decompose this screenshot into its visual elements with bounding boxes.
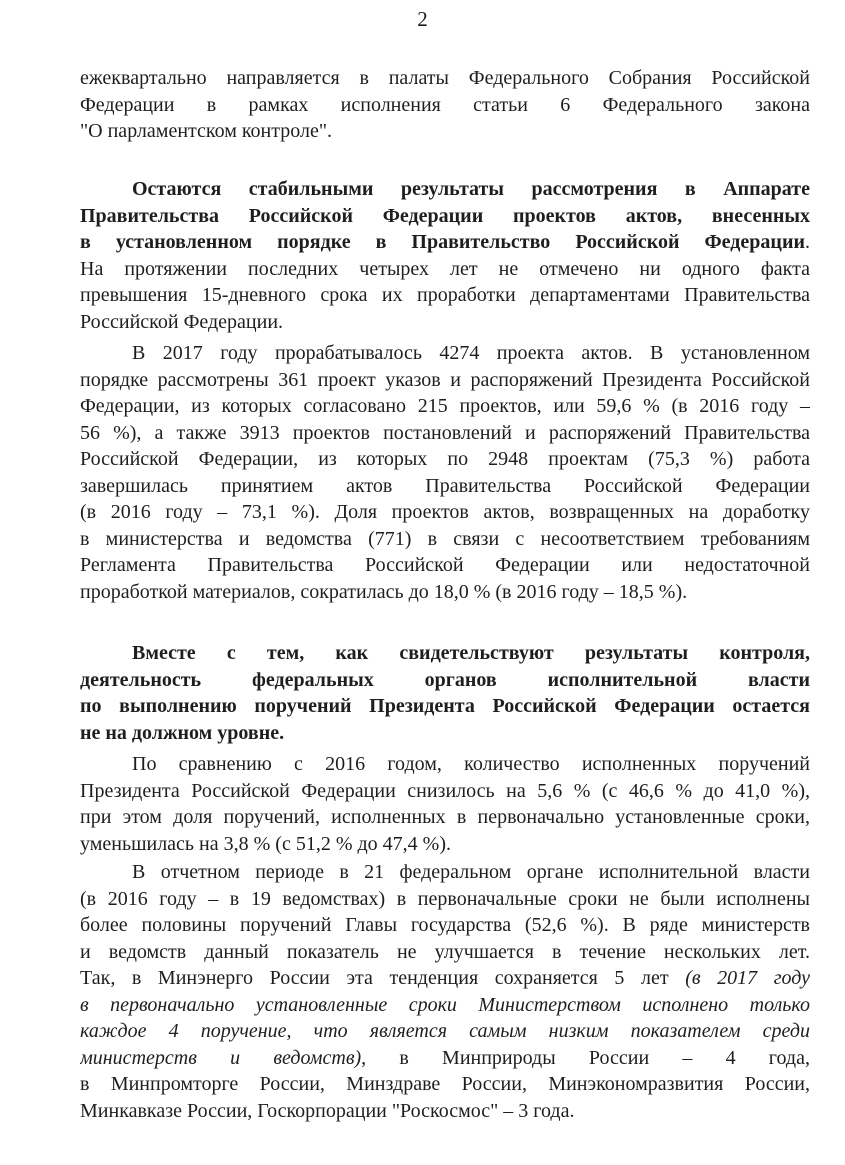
paragraph-2017-acts [80, 340, 810, 605]
text-line: ежеквартально направляется в палаты Федерального Собрания Российской [80, 67, 810, 89]
text-line-bold: Остаются стабильными результаты рассмотрения в Аппарате [132, 178, 810, 200]
text-line [80, 965, 810, 992]
text-line: при этом доля поручений, исполненных в первоначально установленные сроки, [80, 806, 810, 828]
text-line: Российской Федерации. [80, 310, 284, 333]
text-line [80, 229, 810, 256]
text-line-bold: Правительства Российской Федерации проектов актов, внесенных [80, 204, 810, 227]
text-line: По сравнению с 2016 годом, количество исполненных поручений [132, 753, 810, 775]
text-line: "О парламентском контроле". [80, 120, 333, 142]
paragraph-control-results [80, 640, 810, 746]
text-line: (в 2016 году – 73,1 %). Доля проектов актов, возвращенных на доработку [80, 501, 810, 523]
text-line: В отчетном периоде в 21 федеральном органе исполнительной власти [132, 861, 810, 883]
text-line-italic: в первоначально установленные сроки Министерством исполнено только [80, 993, 810, 1016]
text-line: в Минпромторге России, Минздраве России, Минэкономразвития России, [80, 1073, 810, 1095]
paragraph-government-review [80, 176, 810, 335]
text-line: проработкой материалов, сократилась до 18,0 % (в 2016 году – 18,5 %). [80, 580, 688, 603]
text-line [80, 1045, 810, 1072]
italic-text: министерств и ведомств) [80, 1046, 362, 1069]
text-line: превышения 15-дневного срока их проработки департаментами Правительства [80, 284, 810, 306]
text-line: в министерства и ведомства (771) в связи с несоответствием требованиям [80, 527, 810, 550]
text-fragment: , в Минприроды России – 4 года, [361, 1046, 810, 1069]
text-line: завершилась принятием актов Правительства Российской Федерации [80, 474, 810, 497]
text-line: На протяжении последних четырех лет не отмечено ни одного факта [80, 257, 810, 280]
text-line-bold: по выполнению поручений Президента Российской Федерации остается [80, 695, 810, 717]
text-line: Федерации, из которых согласовано 215 проектов, или 59,6 % (в 2016 году – [80, 395, 810, 417]
bold-text: в установленном порядке в Правительство Российской Федерации [80, 231, 805, 253]
text-line-bold: Вместе с тем, как свидетельствуют результаты контроля, [132, 642, 810, 664]
text-line-bold: не на должном уровне. [80, 721, 285, 744]
text-line: 56 %), а также 3913 проектов постановлений и распоряжений Правительства [80, 421, 810, 444]
text-line: порядке рассмотрены 361 проект указов и распоряжений Президента Российской [80, 368, 810, 391]
page-number: 2 [417, 7, 428, 31]
text-line: Регламента Правительства Российской Федерации или недостаточной [80, 554, 810, 576]
text-line-italic: каждое 4 поручение, что является самым низким показателем среди [80, 1020, 810, 1042]
text-fragment: Так, в Минэнерго России эта тенденция сохраняется 5 лет [80, 967, 686, 989]
text-line: Минкавказе России, Госкорпорации "Роскосмос" – 3 года. [80, 1099, 575, 1122]
paragraph-comparison-2016 [80, 751, 810, 857]
text-fragment: . [805, 231, 810, 253]
paragraph-continuation [80, 65, 810, 145]
text-line: (в 2016 году – в 19 ведомствах) в первоначальные сроки не были исполнены [80, 887, 810, 910]
text-line: уменьшилась на 3,8 % (с 51,2 % до 47,4 %). [80, 832, 451, 855]
text-line: Федерации в рамках исполнения статьи 6 Федерального закона [80, 93, 810, 116]
text-line: Российской Федерации, из которых по 2948 проектам (75,3 %) работа [80, 448, 810, 470]
text-line-bold: деятельность федеральных органов исполнительной власти [80, 668, 810, 691]
paragraph-reporting-period [80, 859, 810, 1124]
text-line: и ведомств данный показатель не улучшается в течение нескольких лет. [80, 940, 810, 963]
text-line: В 2017 году прорабатывалось 4274 проекта актов. В установленном [132, 342, 810, 364]
text-line: более половины поручений Главы государства (52,6 %). В ряде министерств [80, 914, 810, 936]
text-line: Президента Российской Федерации снизилось на 5,6 % (с 46,6 % до 41,0 %), [80, 779, 810, 802]
italic-text: (в 2017 году [685, 967, 810, 989]
